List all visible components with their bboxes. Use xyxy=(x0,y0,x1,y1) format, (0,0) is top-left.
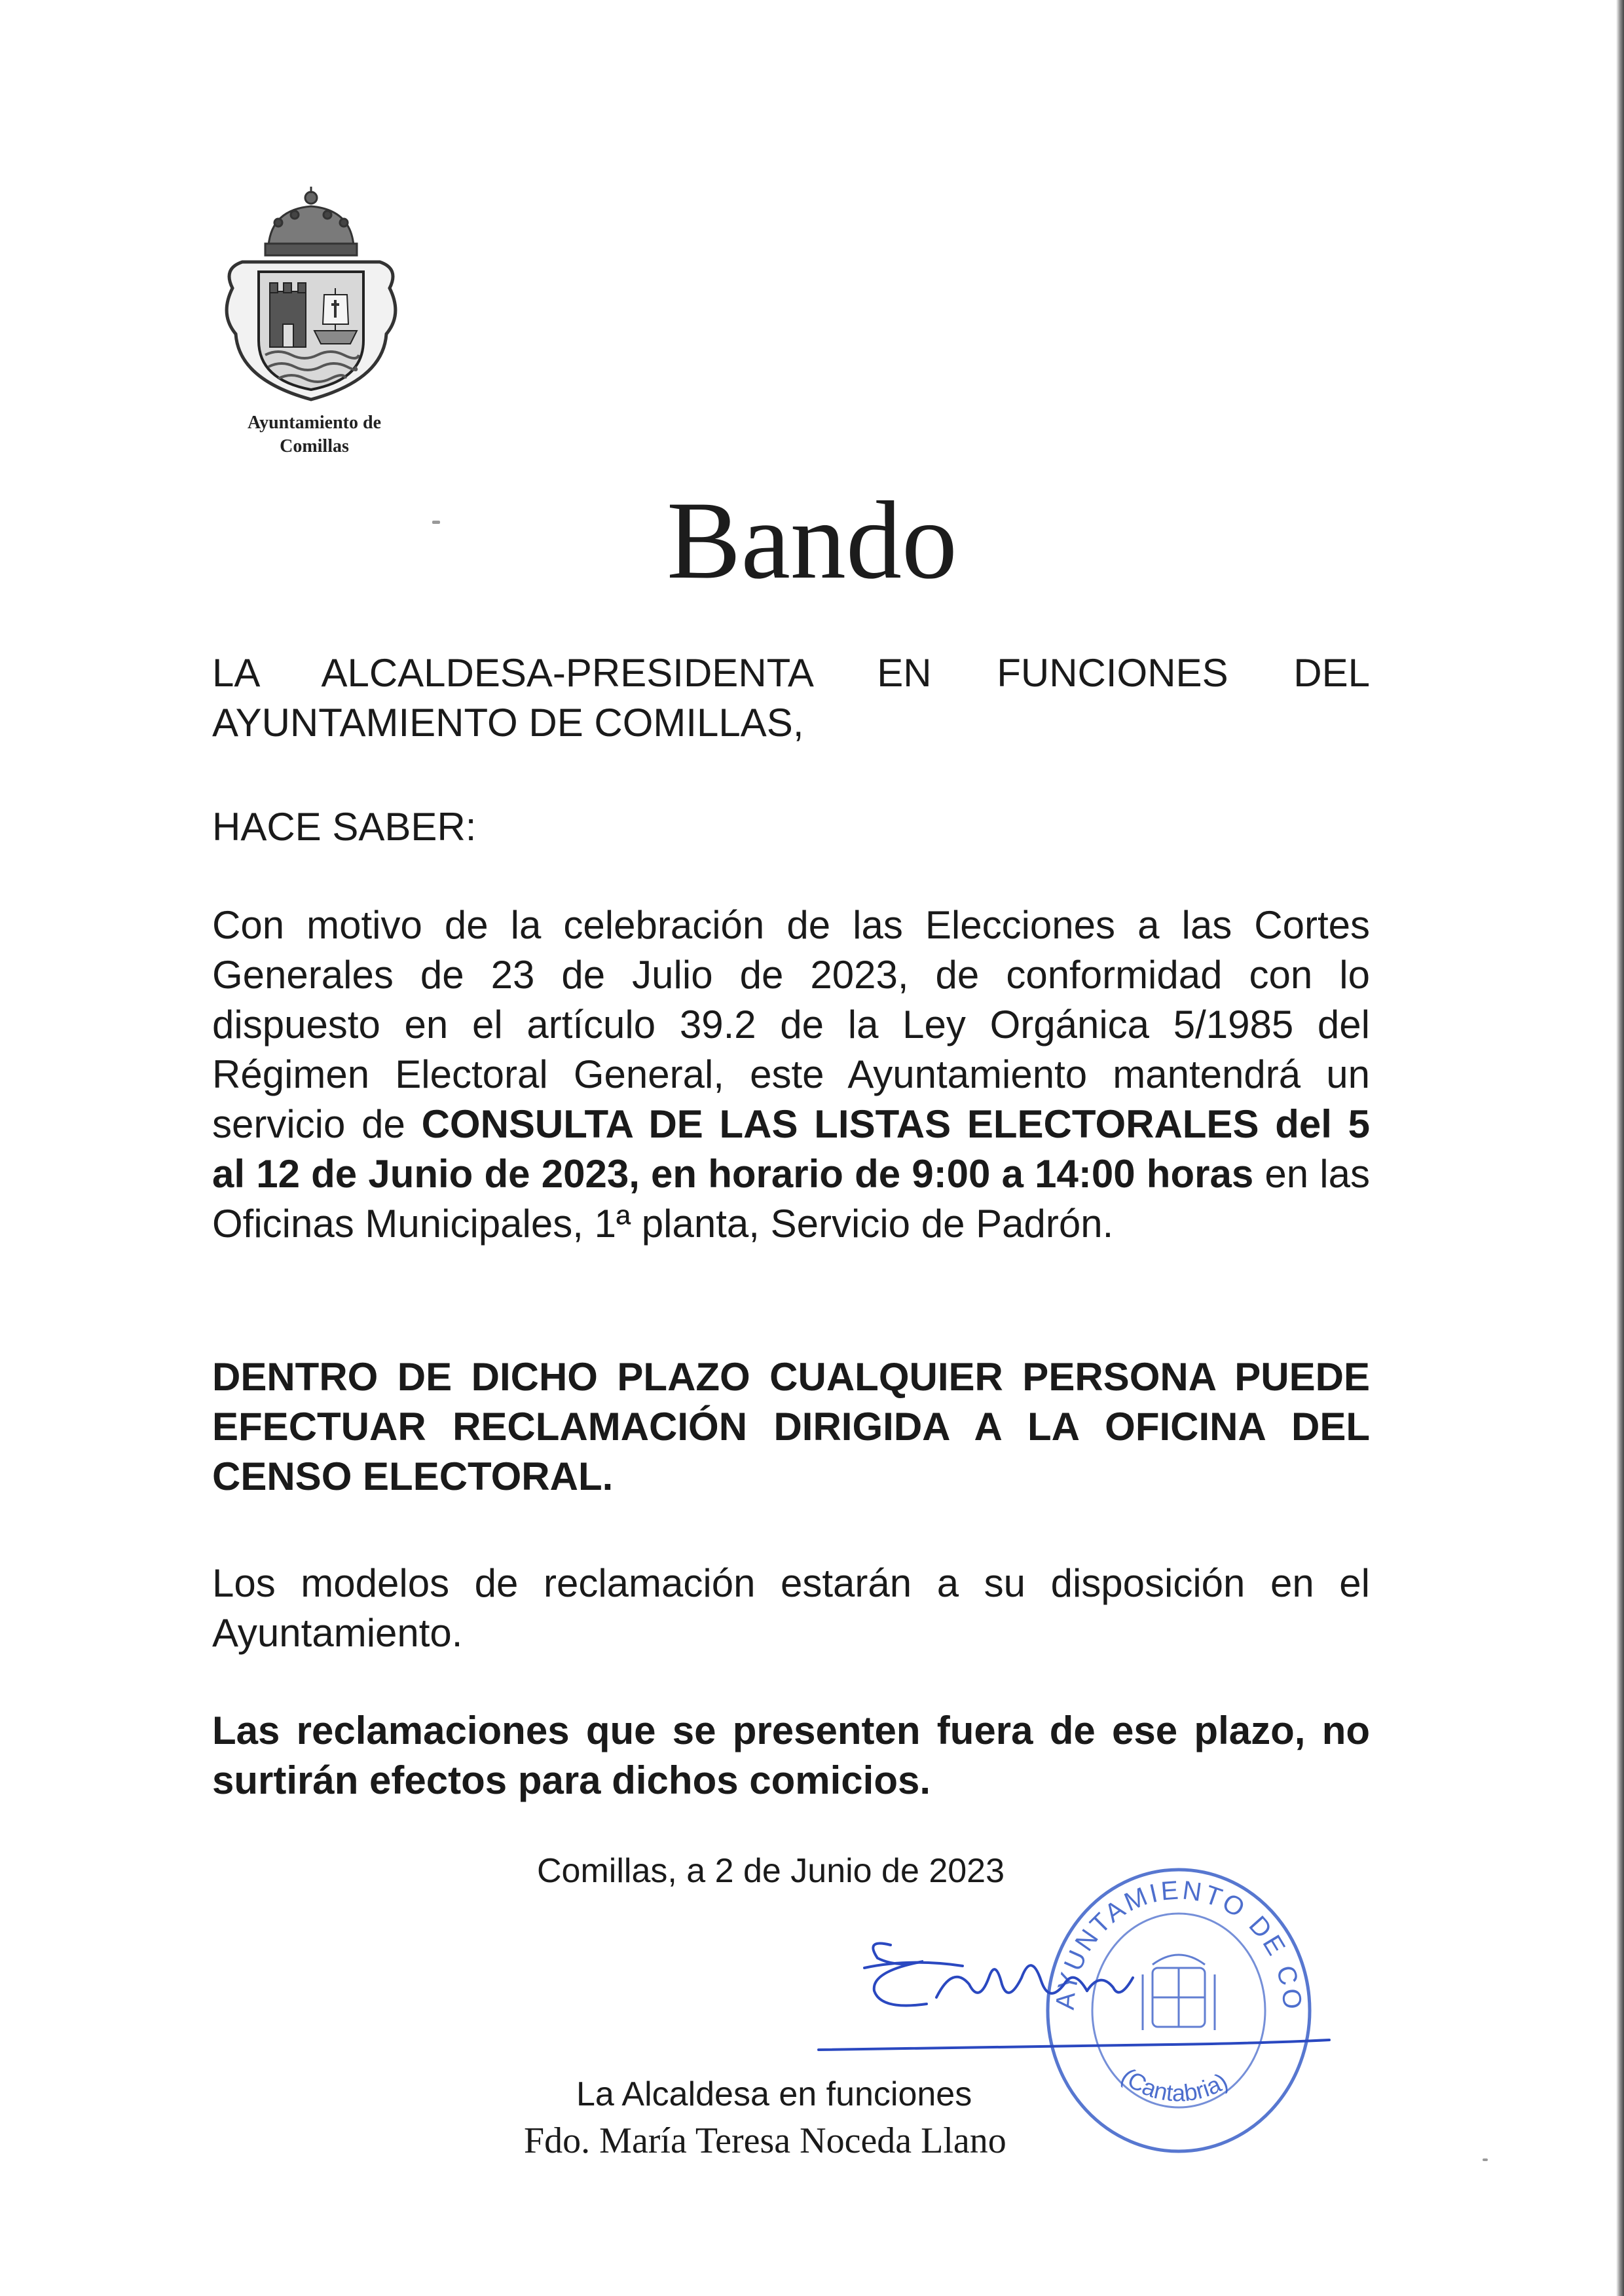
svg-text:(Cantabria): (Cantabria) xyxy=(1116,2062,1232,2107)
crest-caption-line1: Ayuntamiento de xyxy=(247,413,382,433)
intro-line1: LA ALCALDESA-PRESIDENTA EN FUNCIONES DEL xyxy=(212,651,1370,695)
intro-line2: AYUNTAMIENTO DE COMILLAS, xyxy=(212,701,804,745)
crest xyxy=(210,183,413,406)
intro-block xyxy=(212,648,1370,748)
svg-text:AYUNTAMIENTO DE COMILLAS: AYUNTAMIENTO DE CO xyxy=(1050,1876,1307,2013)
date-line: Comillas, a 2 de Junio de 2023 xyxy=(537,1852,1005,1890)
coat-of-arms-icon xyxy=(210,183,413,406)
paragraph-modelos: Los modelos de reclamación estarán a su disposición en el Ayuntamiento. xyxy=(212,1561,1370,1655)
motivo-bold: CONSULTA DE LAS LISTAS ELECTORALES del 5 al 12 de Junio de 2023, en horario de 9:00 a 14:00 horas xyxy=(212,1102,1370,1196)
scan-speck xyxy=(1483,2158,1488,2161)
motivo-part2: en las Oficinas Municipales, 1ª planta, Servicio de Padrón. xyxy=(212,1152,1370,1246)
signature-role: La Alcaldesa en funciones xyxy=(576,2075,972,2113)
paragraph-dentro: DENTRO DE DICHO PLAZO CUALQUIER PERSONA PUEDE EFECTUAR RECLAMACIÓN DIRIGIDA A LA OFICINA DEL CENSO ELECTORAL. xyxy=(212,1355,1370,1498)
hace-saber-heading: HACE SABER: xyxy=(212,805,477,849)
motivo-part1: Con motivo de la celebración de las Elecciones a las Cortes Generales de 23 de Julio de 2023, de conformidad con lo dispuesto en el artículo 39.2 de la Ley Orgánica 5/1985 del Régimen Electoral General, este Ayuntamiento mantendrá un servicio de xyxy=(212,903,1370,1146)
signature-name: Fdo. María Teresa Noceda Llano xyxy=(524,2120,1006,2161)
signature xyxy=(805,1906,1342,2076)
paragraph-motivo xyxy=(212,900,1370,1249)
page-title: Bando xyxy=(667,479,957,602)
handwritten-signature-icon xyxy=(805,1906,1342,2076)
page-edge-shadow xyxy=(1616,0,1624,2296)
crest-caption-line2: Comillas xyxy=(280,436,349,456)
crest-caption xyxy=(196,411,432,458)
paragraph-fuera: Las reclamaciones que se presenten fuera de ese plazo, no surtirán efectos para dichos comicios. xyxy=(212,1709,1370,1802)
